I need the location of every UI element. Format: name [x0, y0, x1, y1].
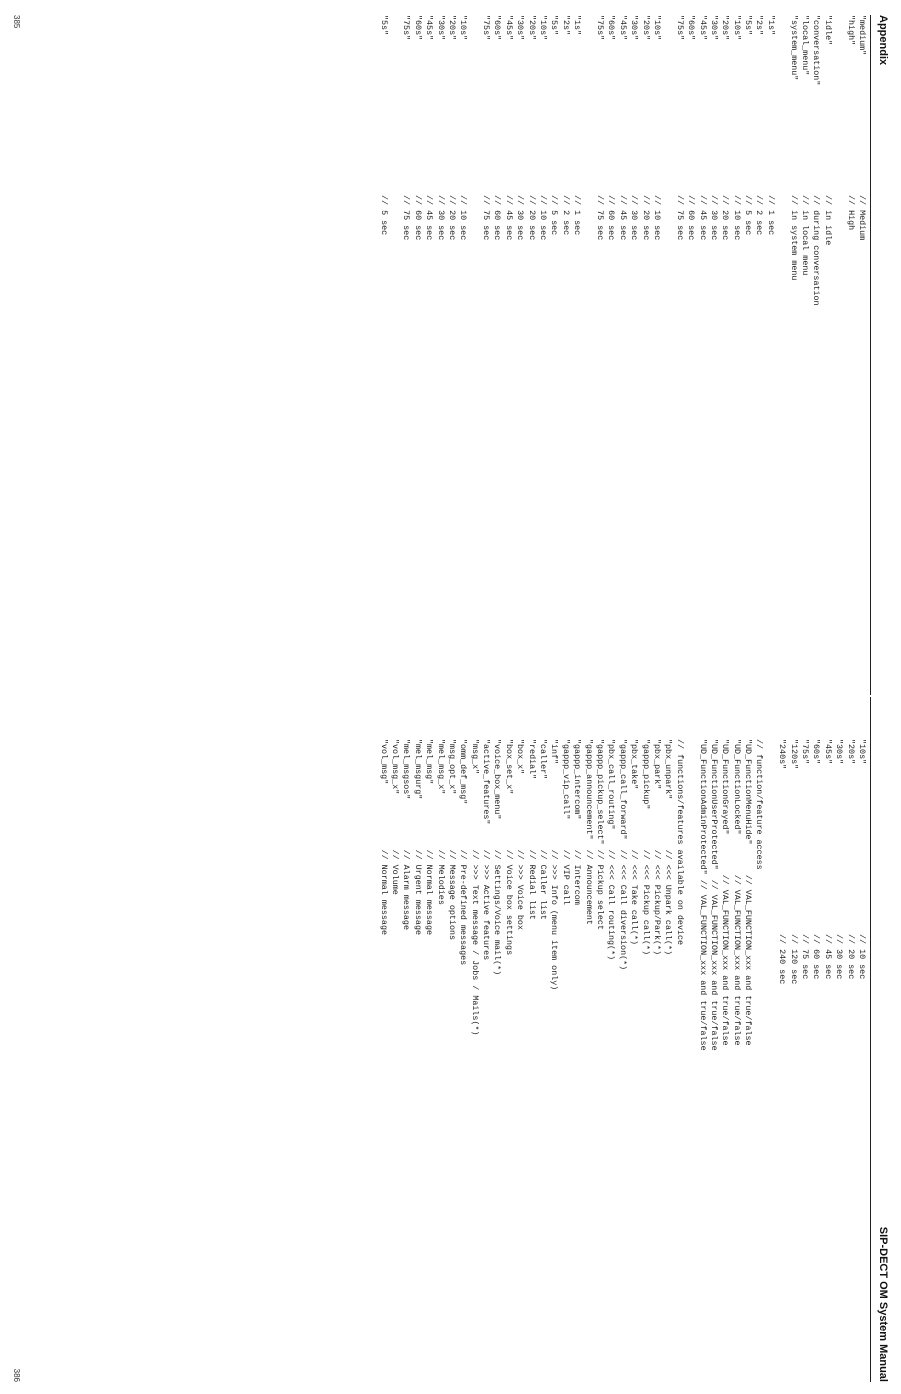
code-line [685, 739, 696, 1379]
code-line [446, 15, 457, 675]
code-line [411, 739, 422, 1379]
code-line [662, 15, 673, 675]
code-comment: // 20 sec [640, 195, 651, 241]
code-comment: // 75 sec [401, 195, 412, 241]
code-block-right [377, 739, 867, 1379]
code-key: "UD_FunctionMenuHide" // VAL_FUNCTION_xxx and true/false [743, 739, 754, 1046]
code-key: "30s" [435, 15, 446, 41]
code-key: "45s" [822, 739, 833, 765]
code-line [639, 739, 650, 1379]
code-line [605, 739, 616, 1379]
code-line [742, 15, 753, 675]
code-key: "system_menu" [788, 15, 799, 81]
code-line [514, 739, 525, 1379]
code-line [708, 739, 719, 1379]
code-key: "5s" [743, 15, 754, 36]
code-block-left [377, 15, 867, 675]
code-key: "20s" [526, 15, 537, 41]
code-line [719, 15, 730, 675]
code-line [673, 739, 684, 1379]
code-key: "msg_x" // >>> Text message / Jobs / Mails(*) [469, 739, 480, 1036]
code-comment: // 30 sec [515, 195, 526, 241]
code-key: "box_x" // >>> Voice box [515, 739, 526, 930]
code-key: "5s" [549, 15, 560, 36]
code-key: "60s" [606, 15, 617, 41]
code-line [457, 15, 468, 675]
code-comment: // 45 sec [697, 195, 708, 241]
code-key: // functions/features available on device [674, 739, 685, 946]
code-comment: // 10 sec [857, 934, 867, 980]
code-line [742, 739, 753, 1379]
code-key: "75s" [595, 15, 606, 41]
code-key: "box_set_x" // Voice box settings [503, 739, 514, 956]
code-comment: // in system menu [788, 195, 799, 281]
code-line [651, 15, 662, 675]
code-line [787, 739, 798, 1379]
code-key: "1s" [572, 15, 583, 36]
code-key: "gappp_pickup_select" // Pickup select [595, 739, 606, 930]
page-header-title: Appendix [877, 15, 889, 66]
code-line [753, 15, 764, 675]
code-line [753, 739, 764, 1379]
code-line [616, 739, 627, 1379]
code-key: "75s" [401, 15, 412, 41]
code-comment: // 5 sec [378, 195, 389, 236]
code-line [503, 15, 514, 675]
page-right [0, 697, 901, 1394]
code-key: "gappp_intercom" // Intercom [572, 739, 583, 905]
code-key: "2s" [560, 15, 571, 36]
code-key: "UD_FunctionAdminProtected" // VAL_FUNCTION_xxx and true/false [697, 739, 708, 1051]
code-comment: // 2 sec [754, 195, 765, 236]
code-line [776, 739, 787, 1379]
code-line [525, 739, 536, 1379]
code-line [480, 739, 491, 1379]
code-key: "30s" [629, 15, 640, 41]
code-key: "pbx_park" // <<< Pickup/Park(*) [651, 739, 662, 956]
code-line [423, 15, 434, 675]
code-key: "10s" [538, 15, 549, 41]
code-comment: // 75 sec [674, 195, 685, 241]
code-comment: // 20 sec [526, 195, 537, 241]
code-comment: // 2 sec [560, 195, 571, 236]
code-line [719, 739, 730, 1379]
code-line [833, 739, 844, 1379]
code-comment: // 30 sec [708, 195, 719, 241]
code-comment: // during conversation [811, 195, 822, 306]
code-line [696, 15, 707, 675]
code-key: "mel_msgurg" // Urgent message [412, 739, 423, 936]
code-key: "45s" [697, 15, 708, 41]
code-key: "60s" [811, 739, 822, 765]
code-comment: // 10 sec [458, 195, 469, 241]
code-line [525, 15, 536, 675]
code-key: "idle" [822, 15, 833, 46]
code-key: "gappp_announcement" // Announcement [583, 739, 594, 925]
code-key: "pbx_take" // <<< Take call(*) [629, 739, 640, 946]
code-comment: // 45 sec [424, 195, 435, 241]
code-comment: // 60 sec [492, 195, 503, 241]
code-line [423, 739, 434, 1379]
code-comment: // 30 sec [834, 934, 845, 980]
code-key: "20s" [446, 15, 457, 41]
code-line [628, 15, 639, 675]
code-comment: // 10 sec [731, 195, 742, 241]
code-key: "omm_def_msg" // Pre-defined messages [458, 739, 469, 966]
code-line [856, 15, 867, 675]
code-key: "UD_FunctionLocked" // VAL_FUNCTION_xxx and true/false [731, 739, 742, 1046]
code-comment: // in idle [822, 195, 833, 246]
code-key: "gappp_call_forward" // <<< Call diversion(*) [617, 739, 628, 971]
code-line [537, 739, 548, 1379]
code-key: "vol_msg_x" // Volume [389, 739, 400, 895]
code-key: "active_features" // >>> Active features [481, 739, 492, 961]
code-key: "conversation" [811, 15, 822, 86]
code-key: "10s" [731, 15, 742, 41]
code-comment: // 20 sec [446, 195, 457, 241]
page-header-title: SIP-DECT OM System Manual [877, 1226, 889, 1382]
code-comment: // 30 sec [435, 195, 446, 241]
code-comment: // 1 sec [572, 195, 583, 236]
code-comment: // 20 sec [845, 934, 856, 980]
code-key: "high" [845, 15, 856, 46]
code-line [799, 739, 810, 1379]
code-key: "20s" [640, 15, 651, 41]
code-key: "10s" [458, 15, 469, 41]
code-line [480, 15, 491, 675]
code-line [651, 739, 662, 1379]
page-number: 386 [12, 1368, 21, 1382]
code-line [411, 15, 422, 675]
code-key: "gappp_vip_call" // VIP call [560, 739, 571, 905]
page-number: 385 [12, 15, 21, 29]
code-comment: // 60 sec [811, 934, 822, 980]
code-key: "redial" // Redial list [526, 739, 537, 920]
code-key: "60s" [492, 15, 503, 41]
code-line [468, 15, 479, 675]
code-key: // function/feature access [754, 739, 765, 870]
code-line [514, 15, 525, 675]
code-line [582, 739, 593, 1379]
code-line [503, 739, 514, 1379]
code-key: "mel_msgsos" // Alarm message [401, 739, 412, 930]
code-line [548, 739, 559, 1379]
code-comment: // 75 sec [481, 195, 492, 241]
code-line [434, 15, 445, 675]
code-line [730, 15, 741, 675]
code-comment: // 45 sec [822, 934, 833, 980]
code-comment: // 45 sec [617, 195, 628, 241]
code-comment: // 120 sec [788, 934, 799, 985]
code-line [730, 739, 741, 1379]
code-key: "UD_FunctionUserProtected" // VAL_FUNCTION_xxx and true/false [708, 739, 719, 1051]
code-key: "10s" [651, 15, 662, 41]
code-line [696, 739, 707, 1379]
code-line [594, 739, 605, 1379]
code-line [571, 739, 582, 1379]
code-line [616, 15, 627, 675]
code-comment: // 30 sec [629, 195, 640, 241]
code-key: "inf" // >>> Info (menu item only) [549, 739, 560, 991]
code-key: "mel_msg_x" // Melodies [435, 739, 446, 905]
code-comment: // 20 sec [720, 195, 731, 241]
code-key: "45s" [424, 15, 435, 41]
code-comment: // 60 sec [412, 195, 423, 241]
code-line [810, 739, 821, 1379]
code-comment: // 5 sec [743, 195, 754, 236]
header-rule [870, 697, 871, 1382]
code-line [377, 739, 388, 1379]
code-line [400, 739, 411, 1379]
code-line [446, 739, 457, 1379]
code-key: "caller" // Caller list [538, 739, 549, 920]
code-line [377, 15, 388, 675]
code-line [821, 739, 832, 1379]
code-line [548, 15, 559, 675]
code-line [491, 15, 502, 675]
code-line [389, 739, 400, 1379]
code-key: "5s" [378, 15, 389, 36]
code-line [559, 739, 570, 1379]
code-line [787, 15, 798, 675]
code-key: "pbx_call_routing" // <<< Call routing(*) [606, 739, 617, 961]
code-line [628, 739, 639, 1379]
code-key: "2s" [754, 15, 765, 36]
code-key: "30s" [708, 15, 719, 41]
code-line [833, 15, 844, 675]
code-key: "240s" [777, 739, 788, 770]
code-key: "120s" [788, 739, 799, 770]
code-line [708, 15, 719, 675]
code-line [582, 15, 593, 675]
code-line [559, 15, 570, 675]
code-key: "local_menu" [800, 15, 811, 76]
code-line [844, 15, 855, 675]
code-key: "vol_msg" // Normal message [378, 739, 389, 936]
code-line [764, 739, 775, 1379]
code-key: "pbx_unpark" // <<< Unpark call(*) [663, 739, 674, 956]
code-line [764, 15, 775, 675]
code-line [799, 15, 810, 675]
code-comment: // in local menu [800, 195, 811, 276]
code-key: "mel_msg" // Normal message [424, 739, 435, 936]
code-key: "UD_FunctionGrayed" // VAL_FUNCTION_xxx and true/false [720, 739, 731, 1046]
code-comment: // 10 sec [538, 195, 549, 241]
code-key: "msg_opt_x" // Message options [446, 739, 457, 941]
code-line [537, 15, 548, 675]
code-line [844, 739, 855, 1379]
code-line [594, 15, 605, 675]
code-line [434, 739, 445, 1379]
code-comment: // 1 sec [765, 195, 776, 236]
code-comment: // 10 sec [651, 195, 662, 241]
code-key: "45s" [503, 15, 514, 41]
code-key: "20s" [720, 15, 731, 41]
code-line [810, 15, 821, 675]
code-line [491, 739, 502, 1379]
code-line [821, 15, 832, 675]
code-line [389, 15, 400, 675]
code-comment: // 60 sec [686, 195, 697, 241]
code-key: "10s" [857, 739, 867, 765]
code-key: "30s" [834, 739, 845, 765]
code-line [605, 15, 616, 675]
code-comment: // 5 sec [549, 195, 560, 236]
code-key: "60s" [686, 15, 697, 41]
code-line [776, 15, 787, 675]
code-comment: // 75 sec [800, 934, 811, 980]
code-key: "75s" [800, 739, 811, 765]
code-line [457, 739, 468, 1379]
code-key: "medium" [857, 15, 867, 56]
code-line [673, 15, 684, 675]
code-key: "1s" [765, 15, 776, 36]
code-key: "75s" [674, 15, 685, 41]
code-key: "75s" [481, 15, 492, 41]
code-line [468, 739, 479, 1379]
code-line [856, 739, 867, 1379]
code-comment: // 60 sec [606, 195, 617, 241]
code-comment: // Medium [857, 195, 867, 241]
code-comment: // 75 sec [595, 195, 606, 241]
code-key: "45s" [617, 15, 628, 41]
code-line [400, 15, 411, 675]
code-comment: // 240 sec [777, 934, 788, 985]
code-line [685, 15, 696, 675]
header-rule [870, 15, 871, 695]
code-key: "voice_box_menu" // Settings/Voice mail(*) [492, 739, 503, 976]
code-line [639, 15, 650, 675]
code-line [571, 15, 582, 675]
code-line [662, 739, 673, 1379]
code-key: "20s" [845, 739, 856, 765]
code-key: "30s" [515, 15, 526, 41]
code-comment: // 45 sec [503, 195, 514, 241]
code-comment: // High [845, 195, 856, 231]
code-key: "60s" [412, 15, 423, 41]
code-key: "gappp_pickup" // <<< Pickup call(*) [640, 739, 651, 956]
